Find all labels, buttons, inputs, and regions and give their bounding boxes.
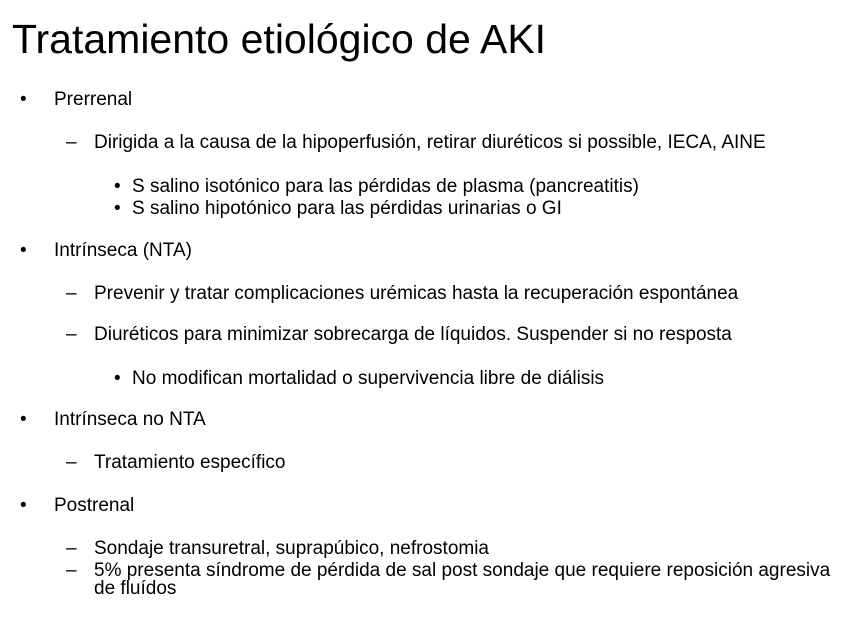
dash-icon: – [66,452,77,473]
slide-title: Tratamiento etiológico de AKI [12,16,547,62]
dash-icon: – [66,560,77,581]
dash-icon: – [66,283,77,304]
section-label: Intrínseca no NTA [54,409,206,430]
list-item-text: Diuréticos para minimizar sobrecarga de líquidos. Suspender si no resposta [94,324,732,345]
list-item [66,285,836,303]
section-label: Postrenal [54,495,135,516]
list-item-text: Sondaje transuretral, suprapúbico, nefrostomia [94,538,490,559]
list-item-text: Prevenir y tratar complicaciones urémicas hasta la recuperación espontánea [94,283,739,304]
list-item-text: Dirigida a la causa de la hipoperfusión, retirar diuréticos si possible, IECA, AINE [94,132,766,153]
list-item-text: 5% presenta síndrome de pérdida de sal post sondaje que requiere reposición agresiva de fluídos [94,560,831,599]
bullet-icon: • [20,240,27,261]
list-item [66,134,836,152]
dash-icon: – [66,324,77,345]
section-label: Prerrenal [54,89,133,110]
bullet-icon: • [20,409,27,430]
sub-list-item-text: S salino hipotónico para las pérdidas urinarias o GI [132,198,562,219]
bullet-icon: • [114,176,121,197]
section-label: Intrínseca (NTA) [54,240,192,261]
list-item [66,326,836,344]
dash-icon: – [66,132,77,153]
dash-icon: – [66,538,77,559]
bullet-icon: • [20,495,27,516]
bullet-icon: • [20,89,27,110]
bullet-icon: • [114,198,121,219]
list-item [66,562,836,598]
list-item [66,540,836,558]
sub-list-item-text: No modifican mortalidad o supervivencia libre de diálisis [132,368,605,389]
list-item-text: Tratamiento específico [94,452,286,473]
bullet-icon: • [114,368,121,389]
list-item [66,454,836,472]
sub-list-item-text: S salino isotónico para las pérdidas de plasma (pancreatitis) [132,176,639,197]
